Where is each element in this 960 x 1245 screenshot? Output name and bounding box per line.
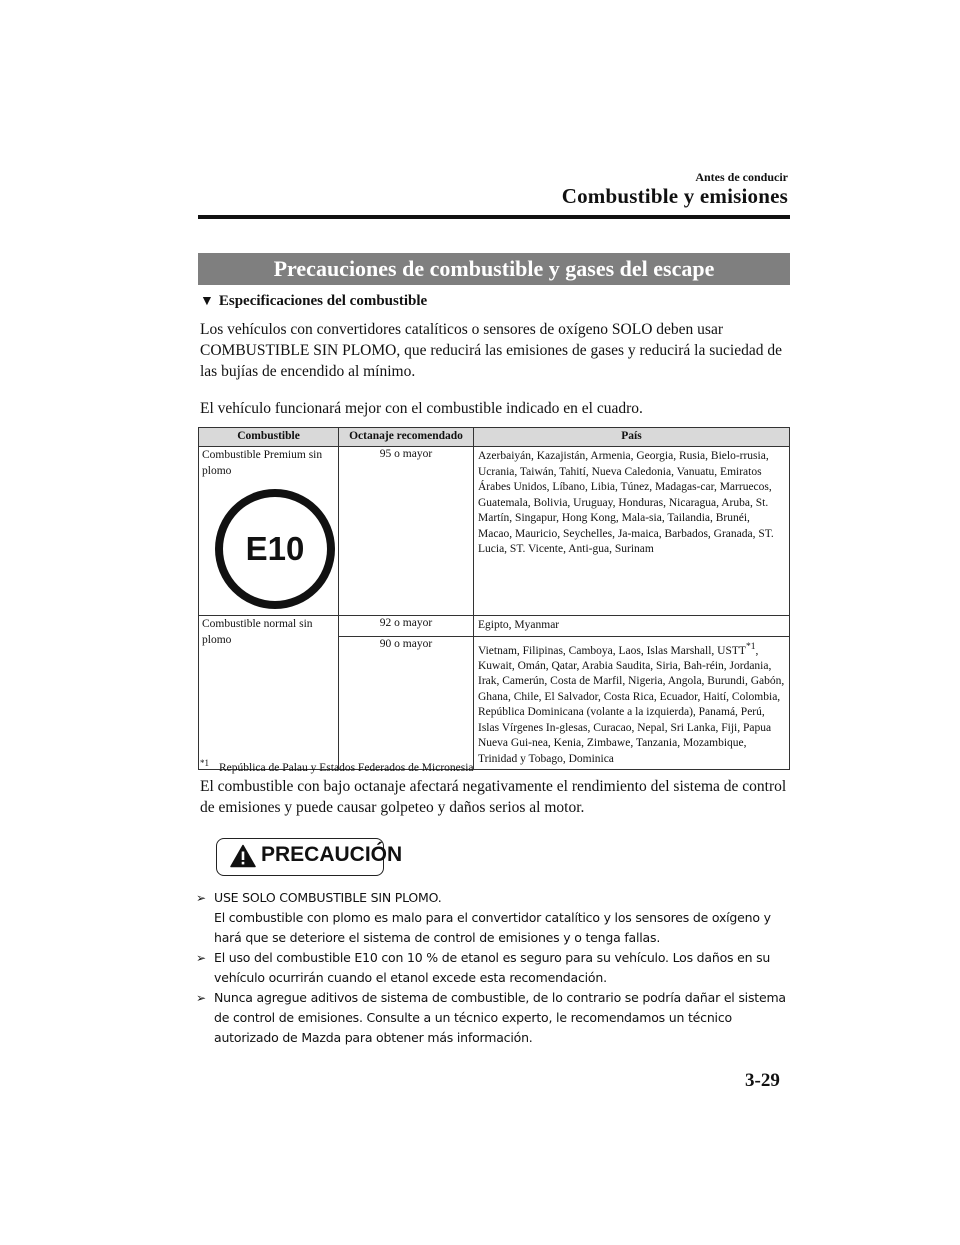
table-row-regular-92 bbox=[199, 616, 790, 637]
caution-list bbox=[196, 888, 796, 1048]
header-fuel: Combustible bbox=[199, 428, 339, 447]
caution-item-body: El uso del combustible E10 con 10 % de etanol es seguro para su vehículo. Los daños en su vehículo ocurrirán cuando el etanol excede esta recomendación. bbox=[214, 950, 771, 985]
subheading bbox=[200, 293, 427, 310]
caution-item bbox=[196, 988, 796, 1048]
table-row-premium bbox=[199, 447, 790, 616]
countries-90-part1: Vietnam, Filipinas, Camboya, Laos, Islas Marshall, USTT bbox=[478, 644, 746, 657]
header-country: País bbox=[474, 428, 790, 447]
header-octane: Octanaje recomendado bbox=[339, 428, 474, 447]
caution-item-title: USE SOLO COMBUSTIBLE SIN PLOMO. bbox=[214, 890, 442, 905]
arrow-bullet-icon: ➢ bbox=[196, 951, 206, 965]
section-title: Antes de conducir bbox=[695, 170, 788, 184]
octane-cell-92: 92 o mayor bbox=[339, 616, 474, 637]
footnote-text: República de Palau y Estados Federados de Micronesia bbox=[219, 761, 474, 774]
footnote-ref: *1 bbox=[745, 640, 756, 652]
fuel-cell-premium bbox=[199, 447, 339, 616]
caution-item bbox=[196, 948, 796, 988]
table-intro: El vehículo funcionará mejor con el combustible indicado en el cuadro. bbox=[200, 400, 643, 417]
caution-label: PRECAUCIÓN bbox=[261, 843, 403, 866]
table-header-row bbox=[199, 428, 790, 447]
page-number: 3-29 bbox=[745, 1070, 780, 1091]
fuel-name-premium: Combustible Premium sin plomo bbox=[202, 449, 323, 477]
countries-cell-premium: Azerbaiyán, Kazajistán, Armenia, Georgia, Rusia, Bielo-rrusia, Ucrania, Taiwán, Tahití, Nueva Caledonia, Vanuatu, Emiratos Árabes Unidos, Líbano, Libia, Túnez, Madagas-car, Marruecos, Guatemala, Bolivia, Uruguay, Honduras, Nicaragua, Aruba, St. Martín, Singapur, Hong Kong, Mala-sia, Tailandia, Brunéi, Macao, Mauricio, Seychelles, Ja-maica, Barbados, Granada, ST. Lucia, ST. Vicente, Anti-gua, Surinam bbox=[474, 447, 790, 616]
footnote bbox=[200, 758, 474, 774]
chapter-title: Combustible y emisiones bbox=[561, 184, 788, 208]
e10-badge-label: E10 bbox=[223, 497, 327, 601]
fuel-table bbox=[198, 427, 790, 770]
countries-cell-92: Egipto, Myanmar bbox=[474, 616, 790, 637]
subheading-text: Especificaciones del combustible bbox=[218, 293, 428, 309]
octane-cell-premium: 95 o mayor bbox=[339, 447, 474, 616]
caution-item bbox=[196, 888, 796, 948]
section-banner: Precauciones de combustible y gases del escape bbox=[198, 253, 790, 285]
octane-paragraph: El combustible con bajo octanaje afectará negativamente el rendimiento del sistema de control de emisiones y puede causar golpeteo y daños serios al motor. bbox=[200, 778, 787, 816]
arrow-bullet-icon: ➢ bbox=[196, 991, 206, 1005]
fuel-cell-regular: Combustible normal sin plomo bbox=[199, 616, 339, 770]
countries-90-part2: , Kuwait, Omán, Qatar, Arabia Saudita, Siria, Bah-réin, Jordania, Irak, Camerún, Costa de Marfil, Nigeria, Angola, Burundi, Gabón, Ghana, Chile, El Salvador, Costa Rica, Ecuador, Haití, Colombia, República Dominicana (volante a la izquierda), Panamá, Perú, Islas Vírgenes In-glesas, Curacao, Nepal, Sri Lanka, Fiji, Papua Nueva Gui-nea, Kenia, Zimbawe, Tanzania, Mozambique, Trinidad y Tobago, Dominica bbox=[478, 644, 785, 765]
intro-paragraph: Los vehículos con convertidores catalíticos o sensores de oxígeno SOLO deben usar COMBUSTIBLE SIN PLOMO, que reducirá las emisiones de gases y reducirá la suciedad de las bujías de encendido al mínimo. bbox=[200, 321, 782, 380]
caution-item-body: El combustible con plomo es malo para el convertidor catalítico y los sensores de oxígeno y hará que se deteriore el sistema de control de emisiones y o tenga fallas. bbox=[214, 910, 771, 945]
warning-triangle-icon bbox=[230, 844, 256, 868]
countries-cell-90 bbox=[474, 636, 790, 770]
caution-item-body: Nunca agregue aditivos de sistema de combustible, de lo contrario se podría dañar el sistema de control de emisiones. Consulte a un técnico experto, le recomendamos un técnico autorizado de Mazda para obtener más información. bbox=[214, 990, 786, 1045]
e10-badge-icon bbox=[215, 489, 335, 609]
octane-cell-90: 90 o mayor bbox=[339, 636, 474, 770]
header-rule bbox=[198, 215, 790, 219]
caution-badge bbox=[216, 838, 403, 876]
footnote-mark: *1 bbox=[200, 758, 209, 768]
triangle-marker-icon: ▼ bbox=[200, 294, 214, 309]
arrow-bullet-icon: ➢ bbox=[196, 891, 206, 905]
